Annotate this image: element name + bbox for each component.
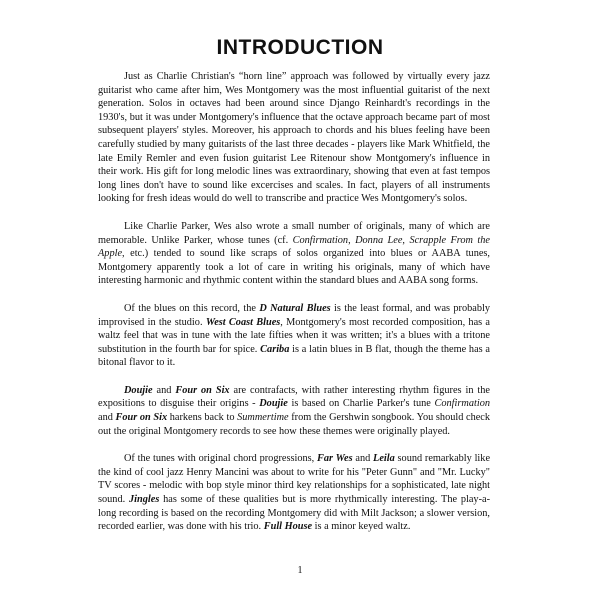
p4-text-2: are contrafacts, with rather interesting rhythm figures in the expositions to disguise their origins - [98,384,490,410]
tune-title-scrapple: Scrapple From the Apple [98,234,490,260]
p3-text-3: , Montgomery's most recorded composition, has a waltz feel that was in tune with the late fifties when it was written; it's a blues with a tritone substitution in the fourth bar for spice. [98,316,491,355]
p5-text-3: sound remarkably like the kind of cool jazz Henry Mancini was about to write for his "Peter Gunn" and "Mr. Lucky" TV scores - melodic with bop style minor third key relationships for a sophisticated, late night sound. [98,453,491,506]
p2-text-4: , etc.) tended to sound like scraps of solos organized into blues or AABA tunes, Montgomery apparently took a lot of care in writing his originals, many of which have interesting harmonic and rhythmic content within the standard blues and AABA song forms. [98,248,490,287]
tune-title-summertime: Summertime [237,412,289,424]
p2-text-1: Like Charlie Parker, Wes also wrote a small number of originals, many of which are memorable. Unlike Parker, whose tunes (cf. [98,220,490,246]
tune-title-donna-lee: Donna Lee [355,234,403,246]
p2-text-3: , [402,234,410,246]
body-text [98,70,490,548]
p5-text-5: is a minor keyed waltz. [312,521,411,533]
p4-text-4: and [98,412,116,424]
paragraph-1 [98,70,490,206]
tune-title-four-on-six: Four on Six [115,412,168,424]
p4-text-1: and [152,384,176,396]
p2-text-2: , [348,234,356,246]
p4-text-6: from the Gershwin songbook. You should check out the original Montgomery records to see how these themes were originally played. [98,412,491,437]
tune-title-four-on-six: Four on Six [175,384,230,396]
tune-title-confirmation: Confirmation [434,398,490,410]
p5-text-1: Of the tunes with original chord progressions, [124,453,318,465]
tune-title-d-natural-blues: D Natural Blues [259,302,331,314]
page-title: INTRODUCTION [216,36,384,59]
paragraph-5 [98,452,490,534]
tune-title-confirmation: Confirmation [292,234,349,246]
tune-title-cariba: Cariba [260,343,290,355]
p3-text-2: is the least formal, and was probably improvised in the studio. [98,302,491,328]
tune-title-full-house: Full House [263,521,313,533]
p5-text-4: has some of these qualities but is more rhythmically interesting. The play-a-long recording is based on the recording Montgomery did with Milt Jackson; a slower version, recorded earlier, was done with his trio. [98,494,491,533]
paragraph-4 [98,384,490,438]
p4-text-3: is based on Charlie Parker's tune [287,398,435,410]
page-number: 1 [297,565,303,576]
tune-title-leila: Leila [373,453,395,465]
tune-title-jingles: Jingles [129,494,160,506]
p5-text-2: and [352,453,374,465]
p1-text: Just as Charlie Christian's “horn line” approach was followed by virtually every jazz guitarist who came after him, Wes Montgomery was the most influential guitarist of the next generation. Solos in octaves had been around since Django Reinhardt's recordings in the 1930's, but it was under Montgomery's influence that the octave approach became part of most subsequent players' styles. Moreover, his approach to chords and his blues feeling have been carefully studied by many guitarists of the last three decades - players like Mark Whitfield, the late Emily Remler and even fusion guitarist Lee Ritenour show Montgomery's influence in their work. His gift for long melodic lines was extraordinary, showing that even at fast tempos long lines don't have to sound like excercises and scales. In fact, players of all instruments looking for fresh ideas would do well to transcribe and practice Wes Montgomery's solos. [98,71,490,205]
tune-title-doujie: Doujie [124,384,153,396]
paragraph-2 [98,220,490,288]
paragraph-3 [98,302,490,370]
tune-title-far-wes: Far Wes [317,453,353,465]
p3-text-1: Of the blues on this record, the [124,302,260,314]
tune-title-west-coast-blues: West Coast Blues [205,316,281,328]
p3-text-4: is a latin blues in B flat, though the theme has a bitonal flavor to it. [98,343,491,369]
p4-text-5: harkens back to [167,412,238,424]
tune-title-doujie: Doujie [259,398,288,410]
